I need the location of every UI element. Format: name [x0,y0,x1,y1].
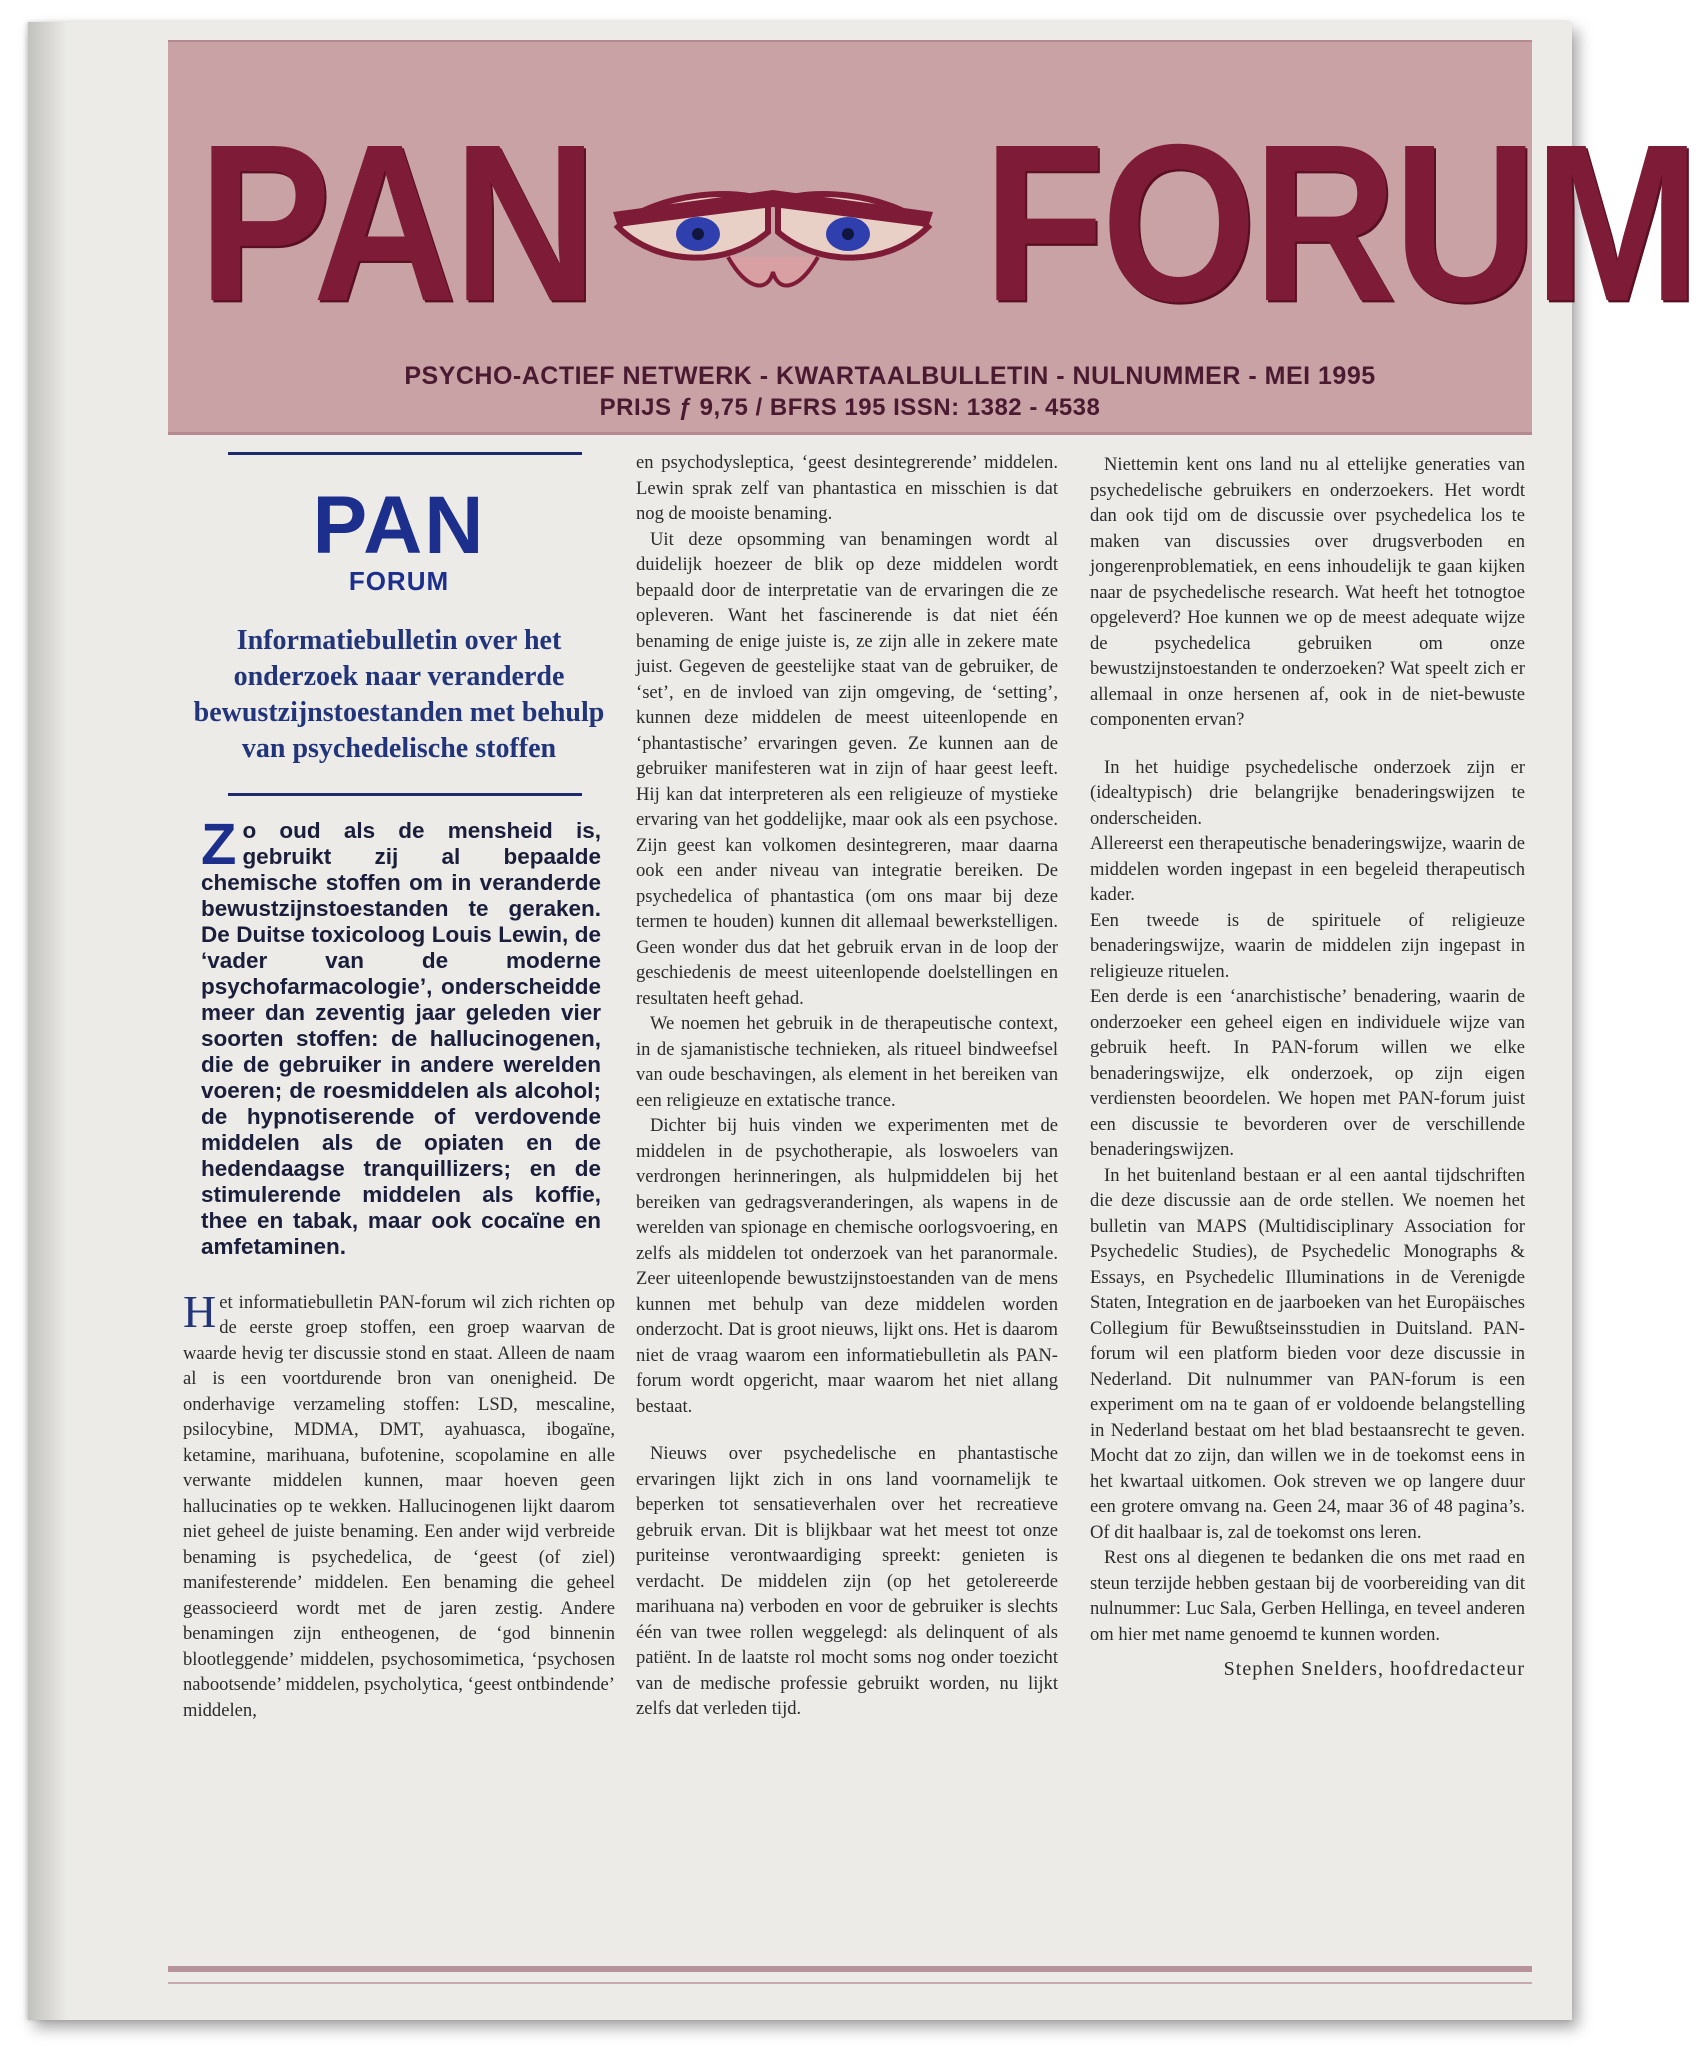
body-paragraph: In het huidige psychedelische onderzoek zijn er (idealtypisch) drie belangrijke benaderingswijzen te onderscheiden. [1090,756,1525,829]
divider-top [228,452,582,455]
left-body-text: et informatiebulletin PAN-forum wil zich richten op de eerste groep stoffen, een groep waarvan de waarde hevig ter discussie stond en staat. Alleen de naam al is een voortdurende bron van onenigheid. De onderhavige verzameling stoffen: LSD, mescaline, psilocybine, MDMA, DMT, ayahuasca, ibogaïne, ketamine, marihuana, bufotenine, scopolamine en alle verwante middelen kunnen, maar hoeven geen hallucinaties op te wekken. Hallucinogenen lijkt daarom niet geheel de juiste benaming. Een ander wijd verbreide benaming is psychedelica, de ‘geest (of ziel) manifesterende’ middelen. Een benaming die geheel geassocieerd wordt met de jaren zestig. Andere benamingen zijn entheogenen, de ‘god binnenin blootleggende’ middelen, psychosomimetica, ‘psychosen nabootsende’ middelen, psycholytica, ‘geest ontbindende’ middelen, [183,1291,615,1721]
body-paragraph: Niettemin kent ons land nu al ettelijke generaties van psychedelische gebruikers en onderzoekers. Het wordt dan ook tijd om de discussie over psychedelica los te maken van discussies over drugsverboden en jongerenproblematiek, en eens inhoudelijk te gaan kijken naar de psychedelische research. Wat heeft het totnogtoe opgeleverd? Hoe kunnen we op de meest adequate wijze de psychedelica gebruiken om onze bewustzijnstoestanden te onderzoeken? Wat speelt zich er allemaal in onze hersenen af, ook in de niet-bewuste componenten ervan? [1090,454,1525,730]
bottom-divider-thin [168,1982,1532,1984]
body-paragraph: We noemen het gebruik in de therapeutische context, in de sjamanistische technieken, als ritueel bindweefsel van oude beschavingen, als element in het bereiken van een religieuze en extatische trance. [636,1013,1058,1111]
masthead-title-pan: PAN [198,98,594,349]
masthead-subtitle: PSYCHO-ACTIEF NETWERK - KWARTAALBULLETIN - NULNUMMER - MEI 1995 [404,362,1376,390]
body-paragraph: Een derde is een ‘anarchistische’ benadering, waarin de onderzoeker een geheel eigen en individuele wijze van gebruik heeft. In PAN-forum willen we elke benaderingswijze, elk onderzoek, op zijn eigen verdiensten beoordelen. We hopen met PAN-forum juist een discussie te bevorderen over de verschillende benaderingswijzen. [1090,986,1525,1160]
logo-forum: FORUM [348,566,450,596]
middle-column [636,450,1058,1722]
intro-dropcap: Z [201,811,237,877]
body-paragraph: en psychodysleptica, ‘geest desintegrerende’ middelen. Lewin sprak zelf van phantastica en misschien is dat nog de mooiste benaming. [636,452,1058,524]
body-paragraph: Allereerst een therapeutische benaderingswijze, waarin de middelen worden ingepast in een begeleid therapeutisch kader. [1090,833,1525,905]
body-paragraph: Een tweede is de spirituele of religieuze benaderingswijze, waarin de middelen zijn ingepast in religieuze rituelen. [1090,909,1525,982]
body-dropcap: H [183,1285,217,1337]
masthead [168,40,1696,435]
intro-paragraph [201,811,601,1260]
page-shadow [28,22,68,2020]
masthead-price-issn: PRIJS ƒ 9,75 / BFRS 195 ISSN: 1382 - 4538 [599,394,1101,421]
masthead-title-forum: FORUM [983,98,1696,349]
body-paragraph: Dichter bij huis vinden we experimenten met de middelen in de psychotherapie, als loswoelers van verdrongen herinneringen, als hulpmiddelen bij het bereiken van gedragsveranderingen, als wapens in de werelden van spionage en chemische oorlogsvoering, en zelfs als middelen tot onderzoek van het paranormale. Zeer uiteenlopende bewustzijnstoestanden van de mens kunnen met behulp van deze middelen worden onderzocht. Dat is groot nieuws, lijkt ons. Het is daarom niet de vraag waarom een informatiebulletin als PAN-forum wordt opgericht, maar waarom het niet allang bestaat. [636,1115,1058,1417]
body-paragraph: In het buitenland bestaan er al een aantal tijdschriften die deze discussie aan de orde stellen. We noemen het bulletin van MAPS (Multidisciplinary Association for Psychedelic Studies), de Psychedelic Monographs & Essays, en Psychedelic Illuminations in de Verenigde Staten, Integration en de jaarboeken van het Europäisches Collegium für Bewußtseinsstudien in Duitsland. PAN-forum wil een platform bieden voor deze discussie in Nederland. Dit nulnummer van PAN-forum is een experiment om na te gaan of er voldoende belangstelling in Nederland bestaat om het blad bestaansrecht te geven. Mocht dat zo zijn, dan willen we in de toekomst eens in het kwartaal uitkomen. Ook streven we op langere duur een grotere omvang na. Geen 24, maar 36 of 48 pagina’s. Of dit haalbaar is, zal de toekomst ons leren. [1090,1164,1525,1543]
pan-forum-logo [183,480,615,596]
logo-pan: PAN [312,480,486,571]
tagline: Informatiebulletin over het onderzoek naar veranderde bewustzijnstoestanden met behulp van psychedelische stoffen [193,624,605,764]
body-paragraph: Rest ons al diegenen te bedanken die ons met raad en steun terzijde hebben gestaan bij de voorbereiding van dit nulnummer: Luc Sala, Gerben Hellinga, en teveel anderen om hier met name genoemd te kunnen worden. [1090,1547,1525,1645]
right-column [1090,452,1525,1683]
divider-middle [228,793,582,796]
signature: Stephen Snelders, hoofdredacteur [1223,1658,1525,1680]
left-body-paragraph [183,1285,615,1724]
eyes-icon [598,172,948,302]
body-paragraph: Uit deze opsomming van benamingen wordt al duidelijk hoezeer de blik op deze middelen wordt bepaald door de interpretatie van de ervaringen die ze opleveren. Want het fascinerende is dat niet één benaming de enige juiste is, ze zijn alle in zekere mate juist. Gegeven de geestelijke staat van de gebruiker, de ‘set’, en de invloed van zijn omgeving, de ‘setting’, kunnen deze middelen de meest uiteenlopende en ‘phantastische’ ervaringen geven. Ze kunnen aan de gebruiker manifesteren wat in zijn of haar geest leeft. Hij kan dat interpreteren als een religieuze of mystieke ervaring van het goddelijke, maar ook als een psychose. Zijn geest kan volkomen desintegreren, maar daarna ook een ander niveau van integratie bereiken. De psychedelica of phantastica (om ons maar bij deze termen te houden) kunnen dit allemaal bewerkstelligen. Geen wonder dus dat het gebruik ervan in de loop der geschiedenis de meest uiteenlopende doelstellingen en resultaten heeft gehad. [636,528,1058,1009]
magazine-page [28,22,1696,2020]
bottom-divider [168,1966,1532,1972]
intro-text: o oud als de mensheid is, gebruikt zij al bepaalde chemische stoffen om in veranderde bewustzijnstoestanden te geraken. De Duitse toxicoloog Louis Lewin, de ‘vader van de moderne psychofarmacologie’, onderscheidde meer dan zeventig jaar geleden vier soorten stoffen: de hallucinogenen, die de gebruiker in andere werelden voeren; de roesmiddelen als alcohol; de hypnotiserende of verdovende middelen als de opiaten en de hedendaagse tranquillizers; en de stimulerende middelen als koffie, thee en tabak, maar ook cocaïne en amfetaminen. [201,817,601,1259]
body-paragraph: Nieuws over psychedelische en phantastische ervaringen lijkt zich in ons land voornamelijk te beperken tot sensatieverhalen over het recreatieve gebruik ervan. Dit is blijkbaar wat het meest tot onze puriteinse verontwaardiging spreekt: genieten is verdacht. De middelen zijn (op het getolereerde marihuana na) verboden en voor de gebruiker is slechts één van twee rollen weggelegd: als delinquent of als patiënt. In de laatste rol mocht soms nog onder toezicht van de medische professie gebruikt worden, nu lijkt zelfs dat verleden tijd. [636,1443,1058,1719]
left-column [183,452,615,1723]
